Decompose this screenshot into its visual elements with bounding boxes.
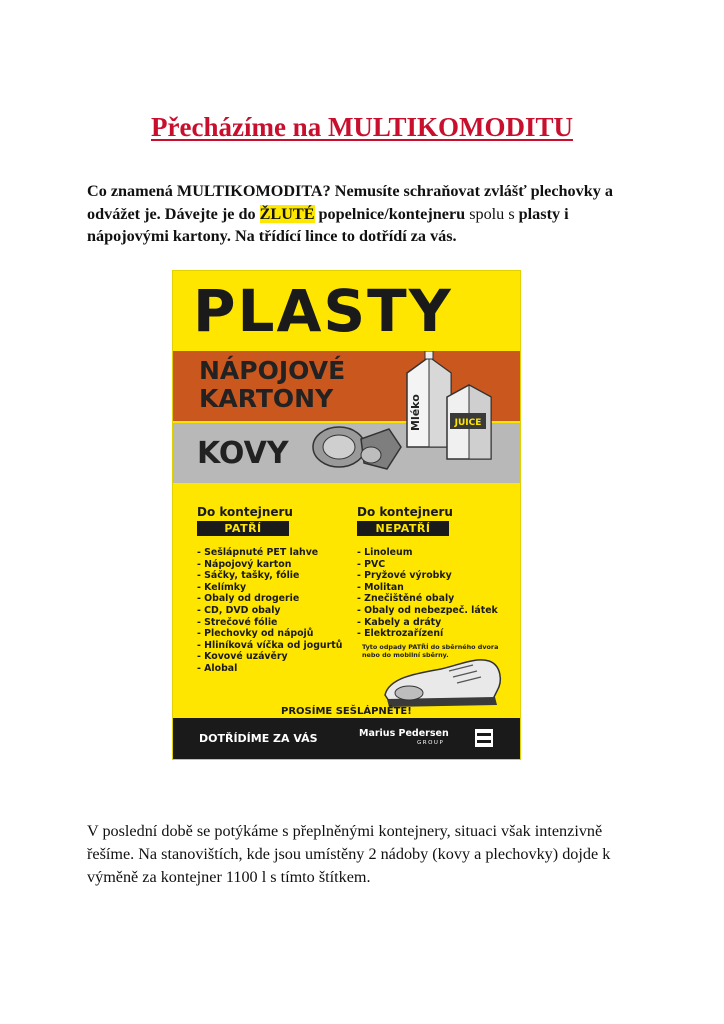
list-item: - Kabely a dráty bbox=[357, 616, 442, 628]
juice-carton-icon bbox=[443, 383, 495, 461]
list-item: - Sešlápnuté PET lahve bbox=[197, 547, 319, 558]
poster-band1-line1: NÁPOJOVÉ bbox=[199, 356, 346, 385]
shoe-icon bbox=[379, 655, 509, 711]
poster-prosime: PROSÍME SEŠLÁPNĚTE! bbox=[281, 706, 412, 717]
carton-milk-label: Mléko bbox=[409, 394, 422, 431]
not-allowed-list bbox=[357, 547, 498, 640]
poster-band2-text: KOVY bbox=[197, 436, 289, 471]
poster-band1-text bbox=[199, 357, 345, 413]
intro-highlight: ŽLUTÉ bbox=[259, 204, 315, 223]
list-item: - Elektrozařízení bbox=[357, 628, 444, 640]
brand-name: Marius Pedersen bbox=[359, 728, 449, 739]
left-column-tag: PATŘÍ bbox=[197, 521, 289, 536]
left-column-header: Do kontejneru bbox=[197, 505, 293, 519]
page-title: Přecházíme na MULTIKOMODITU bbox=[151, 112, 573, 142]
intro-part1: Co znamená MULTIKOMODITA? Nemusíte schraňovat zvlášť plechovky a odvážet je. Dávejte je do bbox=[87, 182, 613, 223]
intro-part3: spolu s bbox=[465, 204, 519, 223]
carton-juice-label: JUICE bbox=[454, 418, 482, 428]
list-item: - Obaly od drogerie bbox=[197, 593, 300, 605]
brand-logo-icon bbox=[475, 729, 493, 747]
recycling-poster bbox=[172, 270, 521, 760]
intro-paragraph bbox=[87, 180, 647, 248]
crushed-cans-icon bbox=[309, 419, 409, 477]
list-item: - Linoleum bbox=[357, 547, 413, 558]
list-item: - Nápojový karton bbox=[197, 558, 292, 570]
right-column-header: Do kontejneru bbox=[357, 505, 453, 519]
list-item: - CD, DVD obaly bbox=[197, 604, 281, 616]
list-item: - Hliníková víčka od jogurtů bbox=[197, 639, 343, 651]
list-item: - Molitan bbox=[357, 581, 404, 593]
list-item: - Sáčky, tašky, fólie bbox=[197, 570, 300, 582]
intro-part2: popelnice/kontejneru bbox=[314, 204, 466, 223]
right-column-tag: NEPATŘÍ bbox=[357, 521, 449, 536]
note-line2: nebo do mobilní sběrny. bbox=[362, 651, 449, 659]
allowed-list bbox=[197, 547, 342, 675]
note-line1: Tyto odpady PATŘÍ do sběrného dvora bbox=[362, 643, 499, 651]
list-item: - Obaly od nebezpeč. látek bbox=[357, 604, 498, 616]
list-item: - Plechovky od nápojů bbox=[197, 628, 314, 640]
poster-band1-line2: KARTONY bbox=[199, 384, 334, 413]
brand-sub: GROUP bbox=[417, 740, 445, 746]
bottom-paragraph: V poslední době se potýkáme s přeplněnými kontejnery, situaci však intenzivně řešíme. Na stanovištích, kde jsou umístěny 2 nádoby (kovy a plechovky) dojde k výměně za kontejner 1100 l s tímto štítkem. bbox=[87, 822, 611, 886]
list-item: - Alobal bbox=[197, 662, 238, 674]
list-item: - Pryžové výrobky bbox=[357, 570, 452, 582]
intro-part4: plasty i nápojovými kartony. Na třídící lince to dotřídí za vás. bbox=[87, 204, 569, 245]
list-item: - PVC bbox=[357, 558, 386, 570]
poster-headline: PLASTY bbox=[193, 277, 453, 345]
list-item: - Znečištěné obaly bbox=[357, 593, 455, 605]
poster-footer-text: DOTŘÍDÍME ZA VÁS bbox=[199, 732, 318, 745]
list-item: - Kelímky bbox=[197, 581, 247, 593]
list-item: - Strečové fólie bbox=[197, 616, 278, 628]
list-item: - Kovové uzávěry bbox=[197, 651, 288, 663]
